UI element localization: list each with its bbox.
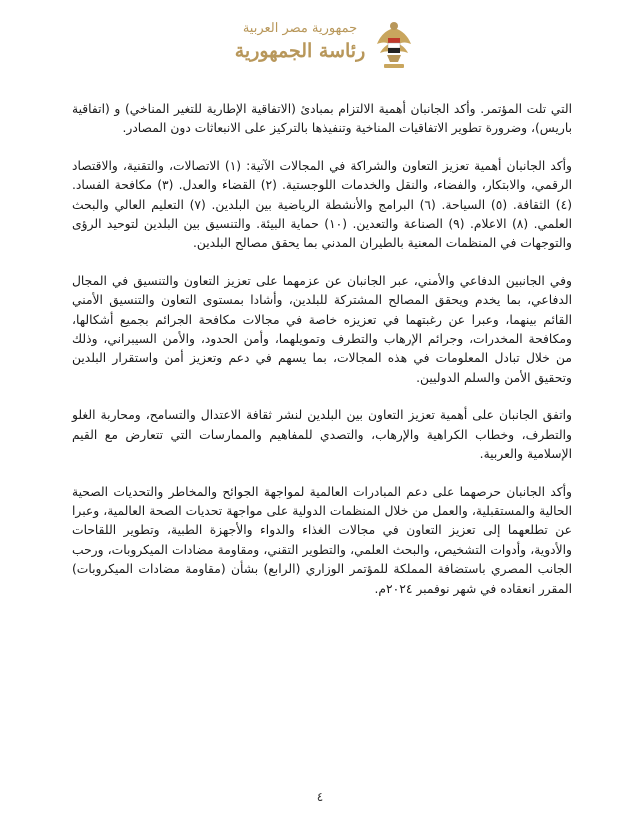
letter-body (72, 100, 572, 617)
logo-line-presidency: رئاسة الجمهورية (234, 40, 366, 62)
logo-line-country: جمهورية مصر العربية (242, 21, 358, 36)
paragraph-moderation: واتفق الجانبان على أهمية تعزيز التعاون بين البلدين لنشر ثقافة الاعتدال والتسامح، ومحاربة الغلو والتطرف، وخطاب الكراهية والإرهاب، والتصدي للمفاهيم والممارسات التي تتعارض مع القيم الإسلامية والعربية. (72, 408, 572, 462)
presidency-logo-text (228, 14, 372, 76)
paragraph-climate: التي تلت المؤتمر. وأكد الجانبان أهمية الالتزام بمبادئ (الاتفاقية الإطارية للتغير المناخي) و (اتفاقية باريس)، وضرورة تطوير الاتفاقيات المناخية وتنفيذها بالتركيز على الانبعاثات دون المصادر. (72, 102, 572, 136)
eagle-emblem-icon (374, 18, 414, 76)
paragraph-defense-security: وفي الجانبين الدفاعي والأمني، عبر الجانبان عن عزمهما على تعزيز التعاون والتنسيق في المجال الدفاعي، بما يخدم ويحقق المصالح المشتركة للبلدين، وأشادا بمستوى التعاون والتنسيق الأمني القائم بينهما، وعبرا عن رغبتهما في تعزيزه خاصة في مجالات مكافحة الجرائم بجميع أشكالها، ومكافحة المخدرات، وجرائم الإرهاب والتطرف وتمويلهما، وأمن الحدود، والأمن السيبراني، وذلك من خلال تبادل المعلومات في هذه المجالات، بما يسهم في دعم وتعزيز أمن واستقرار البلدين وتحقيق الأمن والسلم الدوليين. (72, 273, 572, 385)
letterhead (228, 10, 418, 80)
paragraph-health: وأكد الجانبان حرصهما على دعم المبادرات العالمية لمواجهة الجوائح والمخاطر والتحديات الصحية الحالية والمستقبلية، والعمل من خلال المنظمات الدولية على مواجهة تحديات الصحة العالمية، وعبرا عن تطلعهما إلى تعزيز التعاون في مجالات الغذاء والدواء والأجهزة الطبية، وتطوير اللقاحات والأدوية، وأدوات التشخيص، والبحث العلمي، والتطوير التقني، ومقاومة مضادات الميكروبات، ورحب الجانب المصري باستضافة المملكة للمؤتمر الوزاري (الرابع) بشأن (مقاومة مضادات الميكروبات) المقرر انعقاده في شهر نوفمبر ٢٠٢٤م. (72, 484, 572, 596)
page-number: ٤ (316, 790, 324, 804)
paragraph-cooperation-fields: وأكد الجانبان أهمية تعزيز التعاون والشراكة في المجالات الآتية: (١) الاتصالات، والتقنية، والاقتصاد الرقمي، والابتكار، والفضاء، والنقل والخدمات اللوجستية. (٢) القضاء والعدل. (٣) مكافحة الفساد. (٤) الثقافة. (٥) السياحة. (٦) البرامج والأنشطة الرياضية بين البلدين. (٧) التعليم العالي والبحث العلمي. (٨) الاعلام. (٩) الصناعة والتعدين. (١٠) حماية البيئة. والتنسيق بين البلدين لتوحيد الرؤى والتوجهات في المنظمات المعنية بالطيران المدني بما يحقق مصالح البلدين. (72, 158, 573, 251)
